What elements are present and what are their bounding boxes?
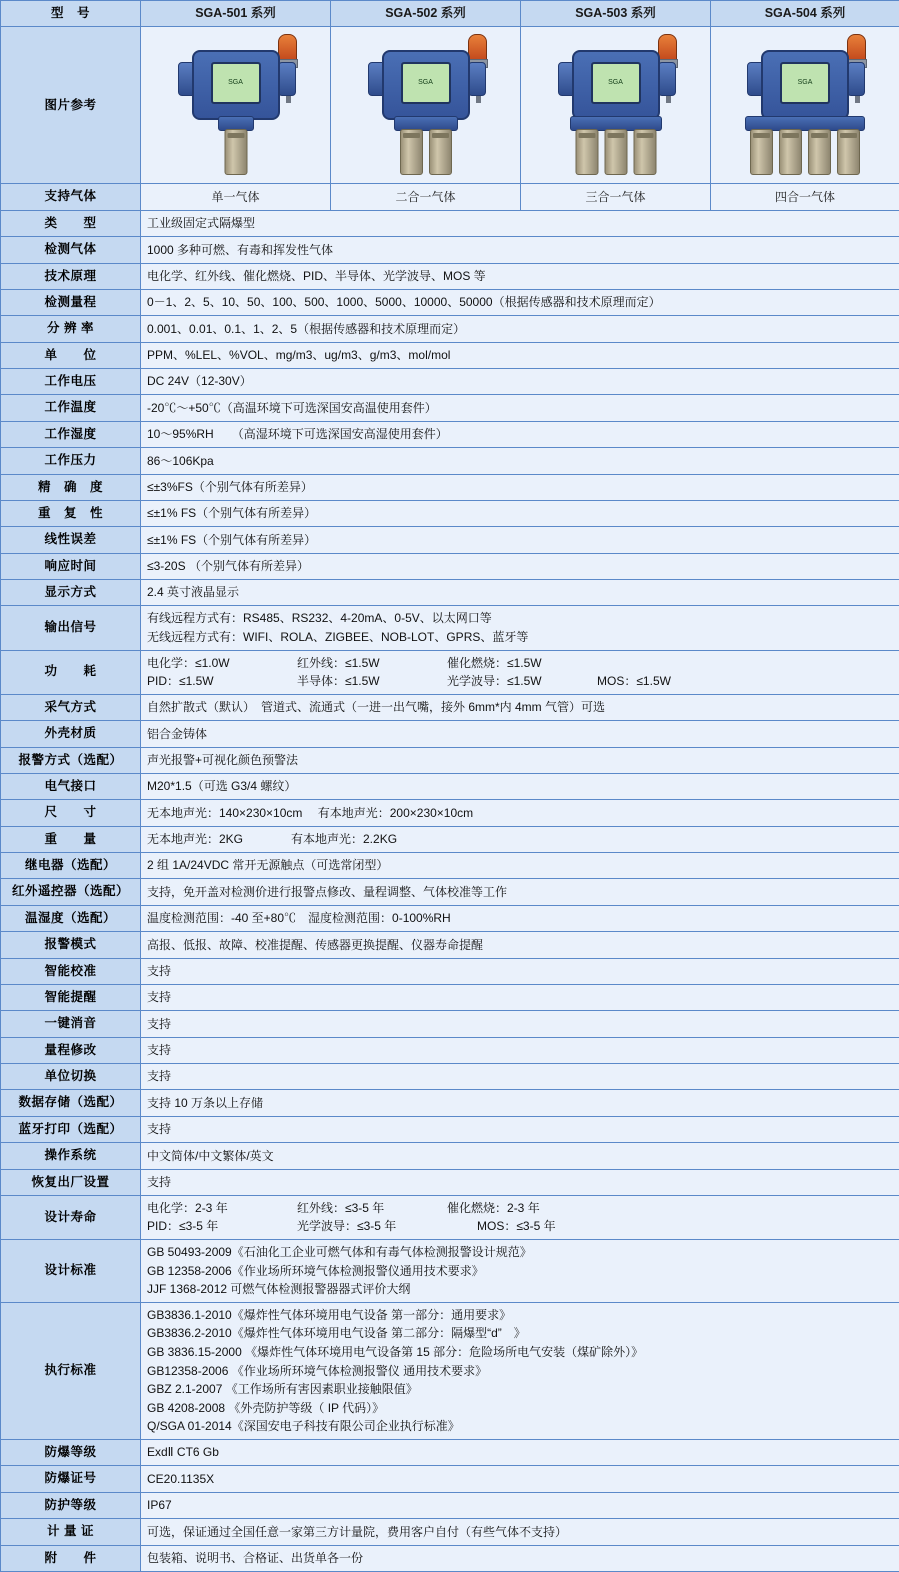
sensor-group	[400, 129, 452, 175]
row-label: 计 量 证	[1, 1519, 141, 1545]
row-value: 1000 多种可燃、有毒和挥发性气体	[141, 237, 899, 263]
sensor-probe	[633, 129, 656, 175]
table-row	[1, 932, 899, 958]
table-row	[1, 826, 899, 852]
row-value-lifespan	[141, 1195, 899, 1239]
table-row	[1, 210, 899, 236]
supported-gas-1: 单一气体	[141, 184, 331, 210]
table-row-lifespan	[1, 1195, 899, 1239]
table-row	[1, 1116, 899, 1142]
table-row	[1, 580, 899, 606]
row-label: 操作系统	[1, 1143, 141, 1169]
row-label: 显示方式	[1, 580, 141, 606]
lcd-screen: SGA	[591, 62, 641, 104]
table-row	[1, 500, 899, 526]
table-row	[1, 527, 899, 553]
row-value: 支持	[141, 1011, 899, 1037]
table-row	[1, 1090, 899, 1116]
row-label: 报警模式	[1, 932, 141, 958]
power-value: ≤1.0W	[195, 654, 230, 673]
row-value: 高报、低报、故障、校准提醒、传感器更换提醒、仪器寿命提醒	[141, 932, 899, 958]
row-label: 恢复出厂设置	[1, 1169, 141, 1195]
power-value: ≤1.5W	[636, 672, 671, 691]
model-name-1: SGA-501 系列	[141, 1, 331, 27]
table-row	[1, 289, 899, 315]
table-row	[1, 984, 899, 1010]
row-value-power	[141, 650, 899, 694]
power-key: 催化燃烧：	[447, 654, 507, 673]
lifespan-value: ≤3-5 年	[179, 1217, 218, 1236]
alarm-lamp-icon	[847, 34, 866, 62]
table-row-exec-standard	[1, 1302, 899, 1439]
alarm-lamp-icon	[278, 34, 297, 62]
row-value-design-standard	[141, 1240, 899, 1303]
row-value: 2.4 英寸液晶显示	[141, 580, 899, 606]
row-value: 无本地声光：140×230×10cm 有本地声光：200×230×10cm	[141, 800, 899, 826]
product-image-3	[521, 27, 711, 184]
row-label: 检测量程	[1, 289, 141, 315]
row-label-model: 型 号	[1, 1, 141, 27]
row-label-design-standard: 设计标准	[1, 1240, 141, 1303]
lifespan-value: ≤3-5 年	[345, 1199, 384, 1218]
table-row	[1, 237, 899, 263]
table-row	[1, 369, 899, 395]
gas-detector-illustration-2	[351, 32, 501, 178]
table-row	[1, 421, 899, 447]
row-label: 防护等级	[1, 1492, 141, 1518]
sensor-probe	[604, 129, 627, 175]
row-value: 支持	[141, 1169, 899, 1195]
table-row	[1, 395, 899, 421]
row-label: 响应时间	[1, 553, 141, 579]
row-label: 单位切换	[1, 1064, 141, 1090]
sensor-group	[575, 129, 656, 175]
enclosure-cap-right	[847, 62, 865, 96]
exec-standard-item: GB3836.1-2010《爆炸性气体环境用电气设备 第一部分：通用要求》	[147, 1306, 893, 1325]
row-label-lifespan: 设计寿命	[1, 1195, 141, 1239]
table-row	[1, 1519, 899, 1545]
row-label: 数据存储（选配）	[1, 1090, 141, 1116]
lcd-screen: SGA	[780, 62, 830, 104]
row-value: 支持	[141, 1064, 899, 1090]
lifespan-value: 2-3 年	[507, 1199, 540, 1218]
product-image-2	[331, 27, 521, 184]
exec-standard-item: GBZ 2.1-2007 《工作场所有害因素职业接触限值》	[147, 1380, 893, 1399]
sensor-probe	[750, 129, 773, 175]
row-value: PPM、%LEL、%VOL、mg/m3、ug/m3、g/m3、mol/mol	[141, 342, 899, 368]
power-key: MOS：	[597, 672, 636, 691]
row-label-supported-gas: 支持气体	[1, 184, 141, 210]
row-label: 检测气体	[1, 237, 141, 263]
row-value: DC 24V（12-30V）	[141, 369, 899, 395]
row-label: 分 辨 率	[1, 316, 141, 342]
row-label: 采气方式	[1, 694, 141, 720]
power-value: ≤1.5W	[507, 672, 542, 691]
row-value: ≤±3%FS（个别气体有所差异）	[141, 474, 899, 500]
table-row	[1, 1466, 899, 1492]
row-label: 尺 寸	[1, 800, 141, 826]
output-signal-wired: 有线远程方式有：RS485、RS232、4-20mA、0-5V、以太网口等	[147, 609, 893, 628]
lifespan-line-1	[147, 1199, 893, 1218]
row-label: 温湿度（选配）	[1, 905, 141, 931]
supported-gas-4: 四合一气体	[711, 184, 899, 210]
row-value: M20*1.5（可选 G3/4 螺纹）	[141, 773, 899, 799]
row-value: 包装箱、说明书、合格证、出货单各一份	[141, 1545, 899, 1571]
row-label: 线性误差	[1, 527, 141, 553]
table-row	[1, 1143, 899, 1169]
row-value: ≤±1% FS（个别气体有所差异）	[141, 527, 899, 553]
exec-standard-item: GB3836.2-2010《爆炸性气体环境用电气设备 第二部分：隔爆型“d” 》	[147, 1324, 893, 1343]
table-row	[1, 1440, 899, 1466]
exec-standard-item: GB 3836.15-2000 《爆炸性气体环境用电气设备第 15 部分：危险场所电气安装（煤矿除外）》	[147, 1343, 893, 1362]
design-standard-item: GB 12358-2006《作业场所环境气体检测报警仪通用技术要求》	[147, 1262, 893, 1281]
table-row	[1, 1545, 899, 1571]
sensor-group	[750, 129, 860, 175]
row-value: 无本地声光：2KG 有本地声光：2.2KG	[141, 826, 899, 852]
table-row	[1, 800, 899, 826]
row-value: -20℃～+50℃（高温环境下可选深国安高温使用套件）	[141, 395, 899, 421]
row-value: 0.001、0.01、0.1、1、2、5（根据传感器和技术原理而定）	[141, 316, 899, 342]
row-value: CE20.1135X	[141, 1466, 899, 1492]
sensor-probe	[837, 129, 860, 175]
row-value-exec-standard	[141, 1302, 899, 1439]
product-image-1	[141, 27, 331, 184]
lifespan-key: 电化学：	[147, 1199, 195, 1218]
power-key: 半导体：	[297, 672, 345, 691]
row-value: 支持，免开盖对检测价进行报警点修改、量程调整、气体校准等工作	[141, 879, 899, 905]
row-label: 智能校准	[1, 958, 141, 984]
lcd-screen: SGA	[401, 62, 451, 104]
row-value: 86～106Kpa	[141, 448, 899, 474]
power-line-2	[147, 672, 893, 691]
lifespan-key: 光学波导：	[297, 1217, 357, 1236]
supported-gas-2: 二合一气体	[331, 184, 521, 210]
row-label: 工作湿度	[1, 421, 141, 447]
design-standard-item: JJF 1368-2012 可燃气体检测报警器器式评价大纲	[147, 1280, 893, 1299]
alarm-lamp-icon	[658, 34, 677, 62]
model-name-3: SGA-503 系列	[521, 1, 711, 27]
lifespan-value: 2-3 年	[195, 1199, 228, 1218]
table-row	[1, 474, 899, 500]
row-value: 支持	[141, 984, 899, 1010]
gas-detector-illustration-1	[161, 32, 311, 178]
enclosure-cap-right	[278, 62, 296, 96]
table-row	[1, 773, 899, 799]
sensor-probe	[400, 129, 423, 175]
row-label: 外壳材质	[1, 721, 141, 747]
table-row	[1, 448, 899, 474]
table-row	[1, 1011, 899, 1037]
power-key: 红外线：	[297, 654, 345, 673]
row-value: 电化学、红外线、催化燃烧、PID、半导体、光学波导、MOS 等	[141, 263, 899, 289]
power-key: PID：	[147, 672, 179, 691]
row-label-image-reference: 图片参考	[1, 27, 141, 184]
table-row	[1, 879, 899, 905]
table-row	[1, 342, 899, 368]
table-row-supported-gas	[1, 184, 899, 210]
enclosure-cap-right	[658, 62, 676, 96]
row-label: 防爆等级	[1, 1440, 141, 1466]
row-label: 附 件	[1, 1545, 141, 1571]
row-value: 工业级固定式隔爆型	[141, 210, 899, 236]
row-value: 10～95%RH （高湿环境下可选深国安高湿使用套件）	[141, 421, 899, 447]
row-label: 电气接口	[1, 773, 141, 799]
row-label: 防爆证号	[1, 1466, 141, 1492]
design-standard-item: GB 50493-2009《石油化工企业可燃气体和有毒气体检测报警设计规范》	[147, 1243, 893, 1262]
power-key: 光学波导：	[447, 672, 507, 691]
table-row	[1, 553, 899, 579]
row-label: 继电器（选配）	[1, 853, 141, 879]
row-value: 支持 10 万条以上存储	[141, 1090, 899, 1116]
row-label: 一键消音	[1, 1011, 141, 1037]
sensor-probe	[224, 129, 247, 175]
power-line-1	[147, 654, 893, 673]
model-name-2: SGA-502 系列	[331, 1, 521, 27]
table-row	[1, 263, 899, 289]
exec-standard-item: GB 4208-2008 《外壳防护等级（ IP 代码）》	[147, 1399, 893, 1418]
sensor-probe	[779, 129, 802, 175]
lifespan-line-2	[147, 1217, 893, 1236]
row-label: 报警方式（选配）	[1, 747, 141, 773]
table-row	[1, 747, 899, 773]
sensor-probe	[429, 129, 452, 175]
table-row	[1, 1064, 899, 1090]
table-row	[1, 1037, 899, 1063]
row-label: 单 位	[1, 342, 141, 368]
table-row-product-images	[1, 27, 899, 184]
lifespan-key: MOS：	[477, 1217, 516, 1236]
power-value: ≤1.5W	[507, 654, 542, 673]
lifespan-key: 催化燃烧：	[447, 1199, 507, 1218]
lifespan-key: 红外线：	[297, 1199, 345, 1218]
row-label: 工作电压	[1, 369, 141, 395]
table-row	[1, 694, 899, 720]
row-value: 中文简体/中文繁体/英文	[141, 1143, 899, 1169]
table-row	[1, 1169, 899, 1195]
row-value-output-signal	[141, 606, 899, 650]
lifespan-value: ≤3-5 年	[357, 1217, 396, 1236]
row-value: ≤3-20S （个别气体有所差异）	[141, 553, 899, 579]
row-label-power: 功 耗	[1, 650, 141, 694]
row-value: IP67	[141, 1492, 899, 1518]
enclosure-cap-right	[468, 62, 486, 96]
row-label: 精 确 度	[1, 474, 141, 500]
sensor-probe	[808, 129, 831, 175]
table-row	[1, 721, 899, 747]
row-label: 蓝牙打印（选配）	[1, 1116, 141, 1142]
table-row-power	[1, 650, 899, 694]
product-image-4	[711, 27, 899, 184]
table-row	[1, 958, 899, 984]
row-label: 红外遥控器（选配）	[1, 879, 141, 905]
row-value: 支持	[141, 1116, 899, 1142]
model-name-4: SGA-504 系列	[711, 1, 899, 27]
row-value: ExdⅡ CT6 Gb	[141, 1440, 899, 1466]
row-value: 2 组 1A/24VDC 常开无源触点（可选常闭型）	[141, 853, 899, 879]
row-label: 量程修改	[1, 1037, 141, 1063]
row-value: ≤±1% FS（个别气体有所差异）	[141, 500, 899, 526]
power-value: ≤1.5W	[345, 672, 380, 691]
sensor-group	[224, 129, 247, 175]
lcd-screen: SGA	[211, 62, 261, 104]
table-row-output-signal	[1, 606, 899, 650]
table-row	[1, 1492, 899, 1518]
row-label: 工作压力	[1, 448, 141, 474]
row-label: 重 复 性	[1, 500, 141, 526]
table-row-design-standard	[1, 1240, 899, 1303]
row-label: 工作温度	[1, 395, 141, 421]
exec-standard-item: Q/SGA 01-2014《深国安电子科技有限公司企业执行标准》	[147, 1417, 893, 1436]
row-label: 智能提醒	[1, 984, 141, 1010]
supported-gas-3: 三合一气体	[521, 184, 711, 210]
row-value: 声光报警+可视化颜色预警法	[141, 747, 899, 773]
row-label-exec-standard: 执行标准	[1, 1302, 141, 1439]
gas-detector-illustration-3	[541, 32, 691, 178]
power-value: ≤1.5W	[179, 672, 214, 691]
lifespan-key: PID：	[147, 1217, 179, 1236]
power-value: ≤1.5W	[345, 654, 380, 673]
row-label-output-signal: 输出信号	[1, 606, 141, 650]
row-label: 重 量	[1, 826, 141, 852]
table-row	[1, 905, 899, 931]
row-value: 支持	[141, 958, 899, 984]
sensor-probe	[575, 129, 598, 175]
row-value: 可选，保证通过全国任意一家第三方计量院，费用客户自付（有些气体不支持）	[141, 1519, 899, 1545]
row-value: 自然扩散式（默认） 管道式、流通式（一进一出气嘴，接外 6mm*内 4mm 气管）可选	[141, 694, 899, 720]
table-row-model-header	[1, 1, 899, 27]
row-label: 技术原理	[1, 263, 141, 289]
output-signal-wireless: 无线远程方式有：WIFI、ROLA、ZIGBEE、NOB-LOT、GPRS、蓝牙等	[147, 628, 893, 647]
row-label: 类 型	[1, 210, 141, 236]
table-row	[1, 853, 899, 879]
row-value: 温度检测范围：-40 至+80℃ 湿度检测范围：0-100%RH	[141, 905, 899, 931]
alarm-lamp-icon	[468, 34, 487, 62]
exec-standard-item: GB12358-2006 《作业场所环境气体检测报警仪 通用技术要求》	[147, 1362, 893, 1381]
power-key: 电化学：	[147, 654, 195, 673]
row-value: 0－1、2、5、10、50、100、500、1000、5000、10000、50000（根据传感器和技术原理而定）	[141, 289, 899, 315]
row-value: 支持	[141, 1037, 899, 1063]
gas-detector-illustration-4	[730, 32, 880, 178]
lifespan-value: ≤3-5 年	[516, 1217, 555, 1236]
table-row	[1, 316, 899, 342]
row-value: 铝合金铸体	[141, 721, 899, 747]
